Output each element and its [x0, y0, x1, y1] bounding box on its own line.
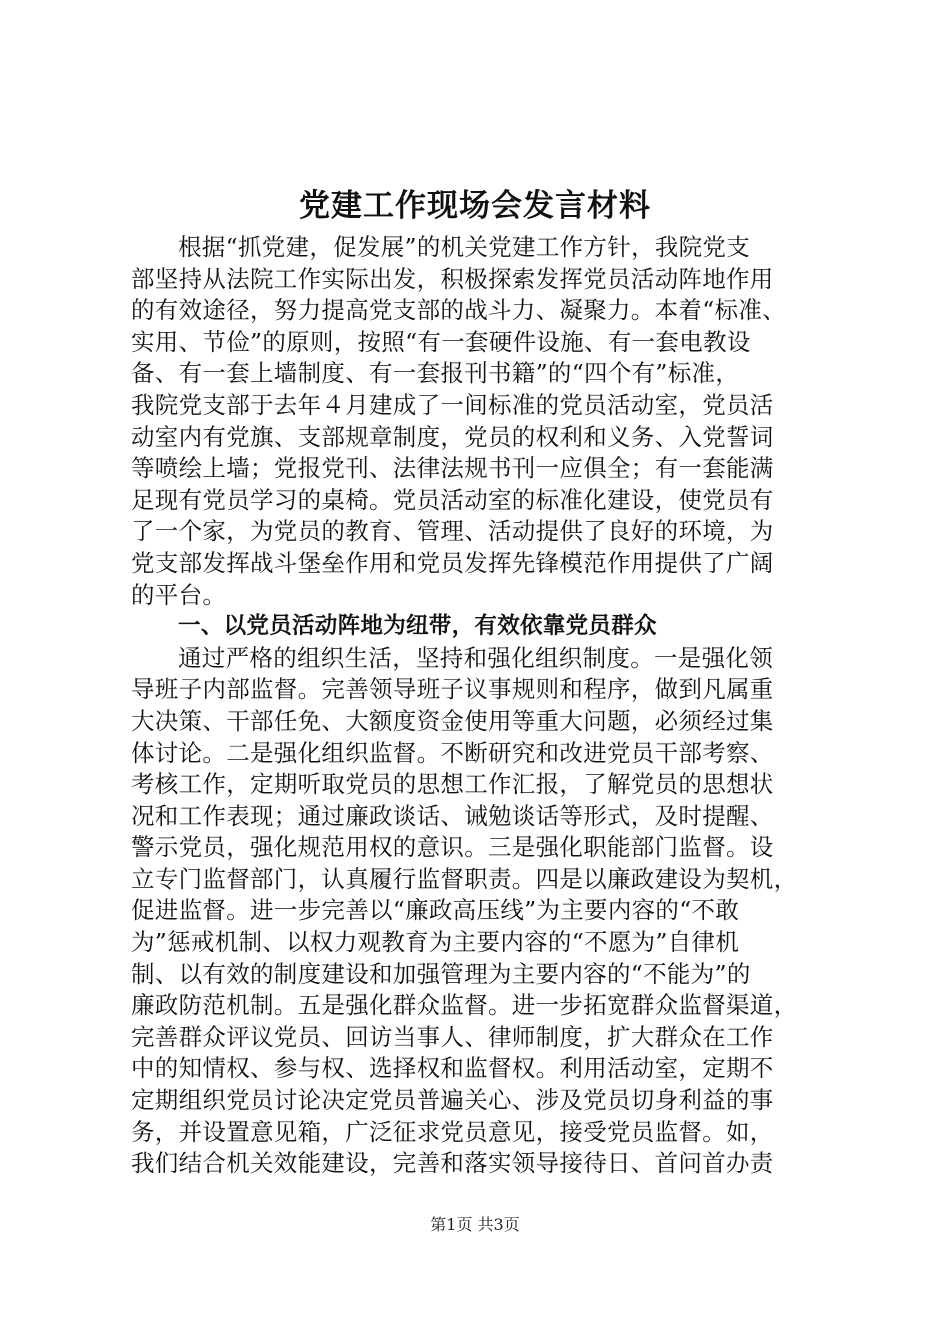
text-line: 廉政防范机制。五是强化群众监督。进一步拓宽群众监督渠道，: [131, 991, 798, 1020]
text-line: 通过严格的组织生活，坚持和强化组织制度。一是强化领: [178, 643, 773, 672]
text-line: 促进监督。进一步完善以“廉政高压线”为主要内容的“不敢: [131, 896, 740, 925]
text-line: 的有效途径，努力提高党支部的战斗力、凝聚力。本着“标准、: [131, 296, 786, 325]
text-line: 中的知情权、参与权、选择权和监督权。利用活动室，定期不: [131, 1054, 774, 1083]
text-line: 为”惩戒机制、以权力观教育为主要内容的“不愿为”自律机: [131, 928, 740, 957]
text-line: 体讨论。二是强化组织监督。不断研究和改进党员干部考察、: [131, 738, 774, 767]
text-line: 大决策、干部任免、大额度资金使用等重大问题，必须经过集: [131, 706, 774, 735]
text-line: 的平台。: [131, 580, 227, 609]
text-line: 务，并设置意见箱，广泛征求党员意见，接受党员监督。如，: [131, 1117, 774, 1146]
text-line: 我们结合机关效能建设，完善和落实领导接待日、首问首办责: [131, 1149, 774, 1178]
text-line: 定期组织党员讨论决定党员普遍关心、涉及党员切身利益的事: [131, 1086, 774, 1115]
text-line: 导班子内部监督。完善领导班子议事规则和程序，做到凡属重: [131, 675, 774, 704]
text-line: 动室内有党旗、支部规章制度，党员的权利和义务、入党誓词: [131, 422, 774, 451]
paragraph-2: [131, 643, 841, 1180]
text-line: 足现有党员学习的桌椅。党员活动室的标准化建设，使党员有: [131, 485, 774, 514]
text-line: 完善群众评议党员、回访当事人、律师制度，扩大群众在工作: [131, 1022, 774, 1051]
text-line: 我院党支部于去年４月建成了一间标准的党员活动室，党员活: [131, 390, 774, 419]
text-line: 部坚持从法院工作实际出发，积极探索发挥党员活动阵地作用: [131, 264, 774, 293]
paragraph-1: [131, 232, 841, 611]
text-line: 根据“抓党建，促发展”的机关党建工作方针，我院党支: [178, 233, 751, 261]
text-line: 立专门监督部门，认真履行监督职责。四是以廉政建设为契机，: [131, 864, 798, 893]
text-line: 党支部发挥战斗堡垒作用和党员发挥先锋模范作用提供了广阔: [131, 548, 774, 577]
text-line: 实用、节俭”的原则，按照“有一套硬件设施、有一套电教设: [131, 327, 751, 356]
section-heading-1: 一、以党员活动阵地为纽带，有效依靠党员群众: [178, 613, 657, 640]
text-line: 备、有一套上墙制度、有一套报刊书籍”的“四个有”标准，: [131, 359, 740, 388]
text-line: 警示党员，强化规范用权的意识。三是强化职能部门监督。设: [131, 833, 774, 862]
document-title: 党建工作现场会发言材料: [299, 188, 651, 224]
page-number-footer: 第1页 共3页: [430, 1215, 520, 1234]
text-line: 况和工作表现；通过廉政谈话、诫勉谈话等形式，及时提醒、: [131, 801, 774, 830]
document-body: [131, 232, 841, 1180]
text-line: 考核工作，定期听取党员的思想工作汇报，了解党员的思想状: [131, 770, 774, 799]
text-line: 等喷绘上墙；党报党刊、法律法规书刊一应俱全；有一套能满: [131, 454, 774, 483]
text-line: 了一个家，为党员的教育、管理、活动提供了良好的环境，为: [131, 517, 774, 546]
text-line: 制、以有效的制度建设和加强管理为主要内容的“不能为”的: [131, 959, 751, 988]
